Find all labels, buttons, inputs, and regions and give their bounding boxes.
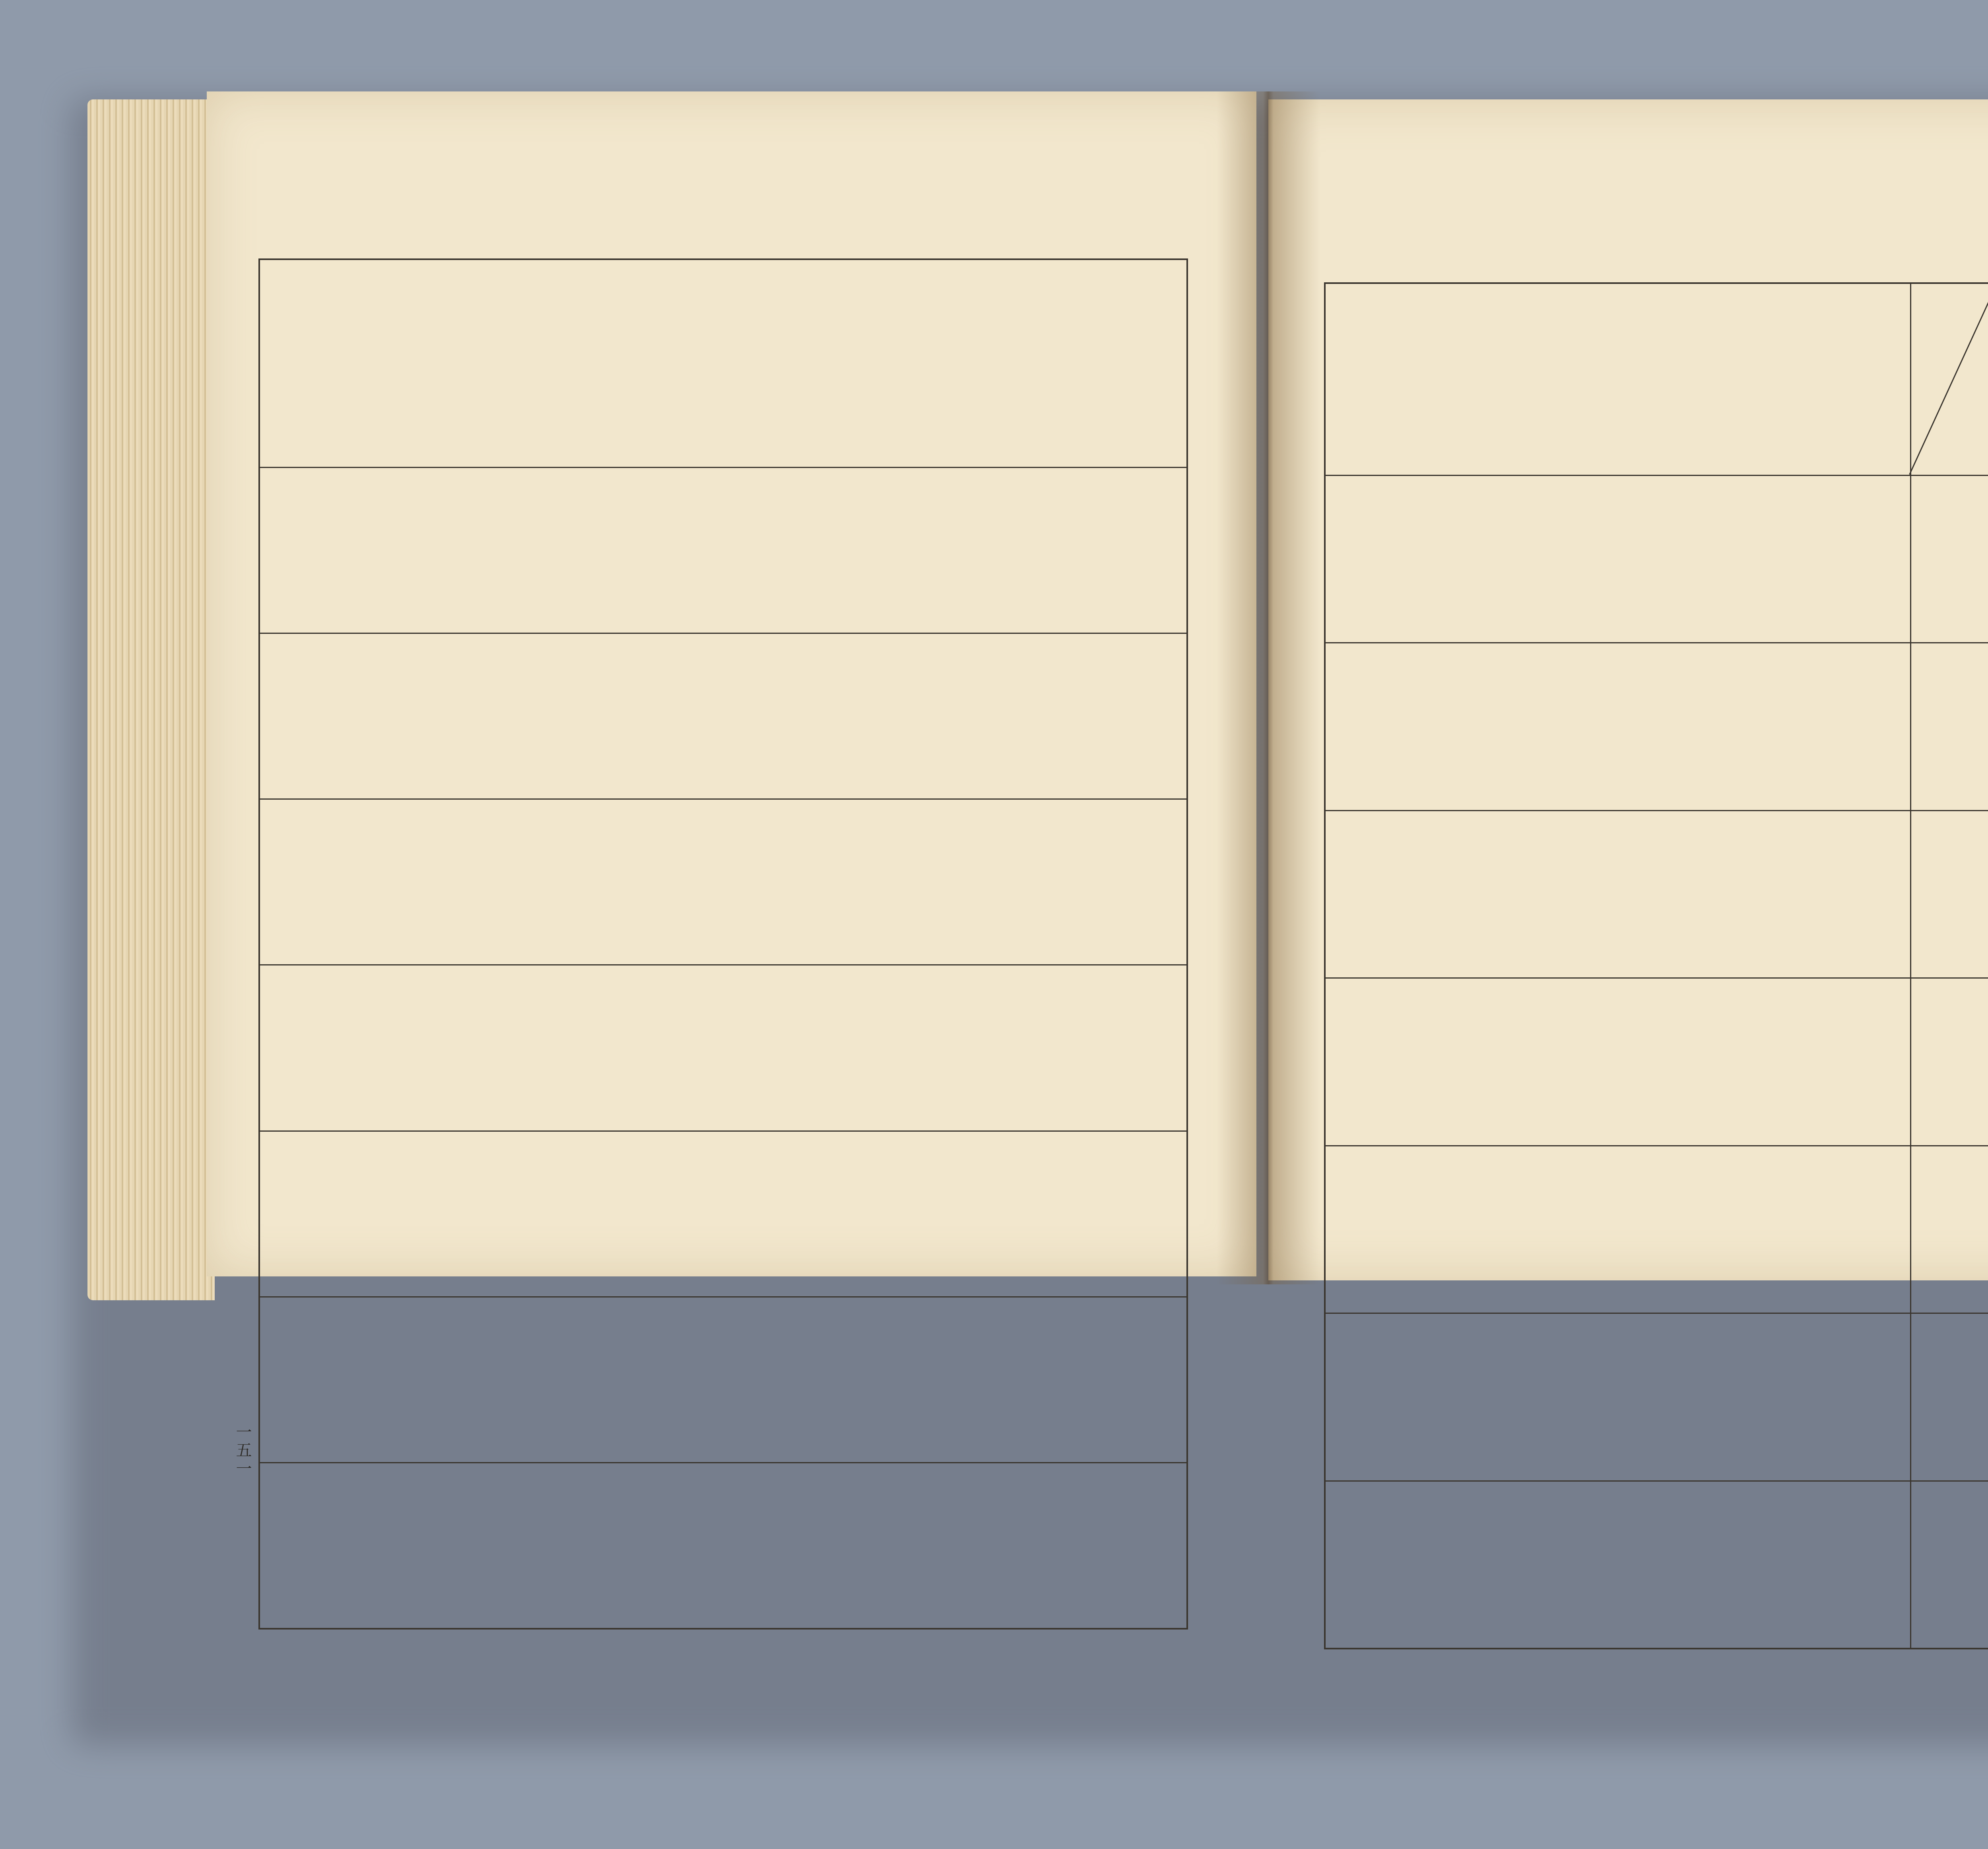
- year-row-divider: [1326, 810, 1988, 811]
- year-row-divider: [260, 1462, 1186, 1463]
- year-row-divider: [1326, 475, 1988, 476]
- year-row-divider: [1326, 1145, 1988, 1146]
- year-row-divider: [260, 633, 1186, 634]
- header-diagonal: [1909, 284, 1988, 475]
- year-row-divider: [260, 798, 1186, 800]
- year-row-divider: [260, 964, 1186, 965]
- year-row-divider: [1326, 1480, 1988, 1482]
- header-column-divider: [1910, 284, 1911, 1648]
- year-row-divider: [260, 1628, 1186, 1629]
- book-fore-edge-left: [87, 99, 215, 1300]
- year-row-divider: [1326, 1648, 1988, 1649]
- year-row-divider: [260, 1296, 1186, 1297]
- revenue-table-indirect-tax: [258, 258, 1188, 1630]
- year-row-divider: [260, 467, 1186, 468]
- year-row-divider: [1326, 642, 1988, 643]
- year-row-divider: [260, 1130, 1186, 1132]
- revenue-table-direct-tax: [1324, 282, 1988, 1649]
- book-gutter: [1217, 91, 1320, 1284]
- year-row-divider: [1326, 1313, 1988, 1314]
- year-row-divider: [1326, 977, 1988, 979]
- page-number-left: 一五一: [233, 1424, 252, 1478]
